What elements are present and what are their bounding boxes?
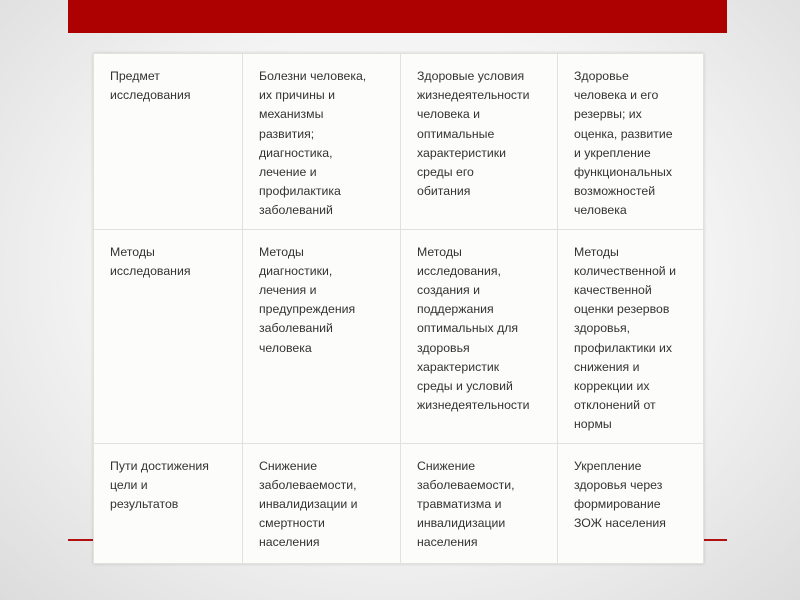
table-cell: Методы количественной и качественной оценки резервов здоровья, профилактики их снижения и коррекции их отклонений от нормы xyxy=(558,229,704,443)
row-header: Пути достижения цели и результатов xyxy=(94,443,243,563)
table-cell: Болезни человека, их причины и механизмы развития; диагностика, лечение и профилактика заболеваний xyxy=(243,54,401,230)
table-cell: Здоровые условия жизнедеятельности человека и оптимальные характеристики среды его обитания xyxy=(401,54,558,230)
decorative-line-left xyxy=(68,539,94,541)
table-row-methods xyxy=(94,229,704,443)
table-cell: Снижение заболеваемости, инвалидизации и смертности населения xyxy=(243,443,401,563)
table-cell: Здоровье человека и его резервы; их оценка, развитие и укрепление функциональных возможностей человека xyxy=(558,54,704,230)
title-bar xyxy=(68,0,727,33)
comparison-table xyxy=(93,53,704,564)
table-cell: Укрепление здоровья через формирование ЗОЖ населения xyxy=(558,443,704,563)
row-header: Предмет исследования xyxy=(94,54,243,230)
table-cell: Методы диагностики, лечения и предупреждения заболеваний человека xyxy=(243,229,401,443)
table-cell: Методы исследования, создания и поддержания оптимальных для здоровья характеристик среды и условий жизнедеятельности xyxy=(401,229,558,443)
table-row-goals xyxy=(94,443,704,563)
table-row-subject xyxy=(94,54,704,230)
table-cell: Снижение заболеваемости, травматизма и инвалидизации населения xyxy=(401,443,558,563)
decorative-line-right xyxy=(703,539,727,541)
row-header: Методы исследования xyxy=(94,229,243,443)
